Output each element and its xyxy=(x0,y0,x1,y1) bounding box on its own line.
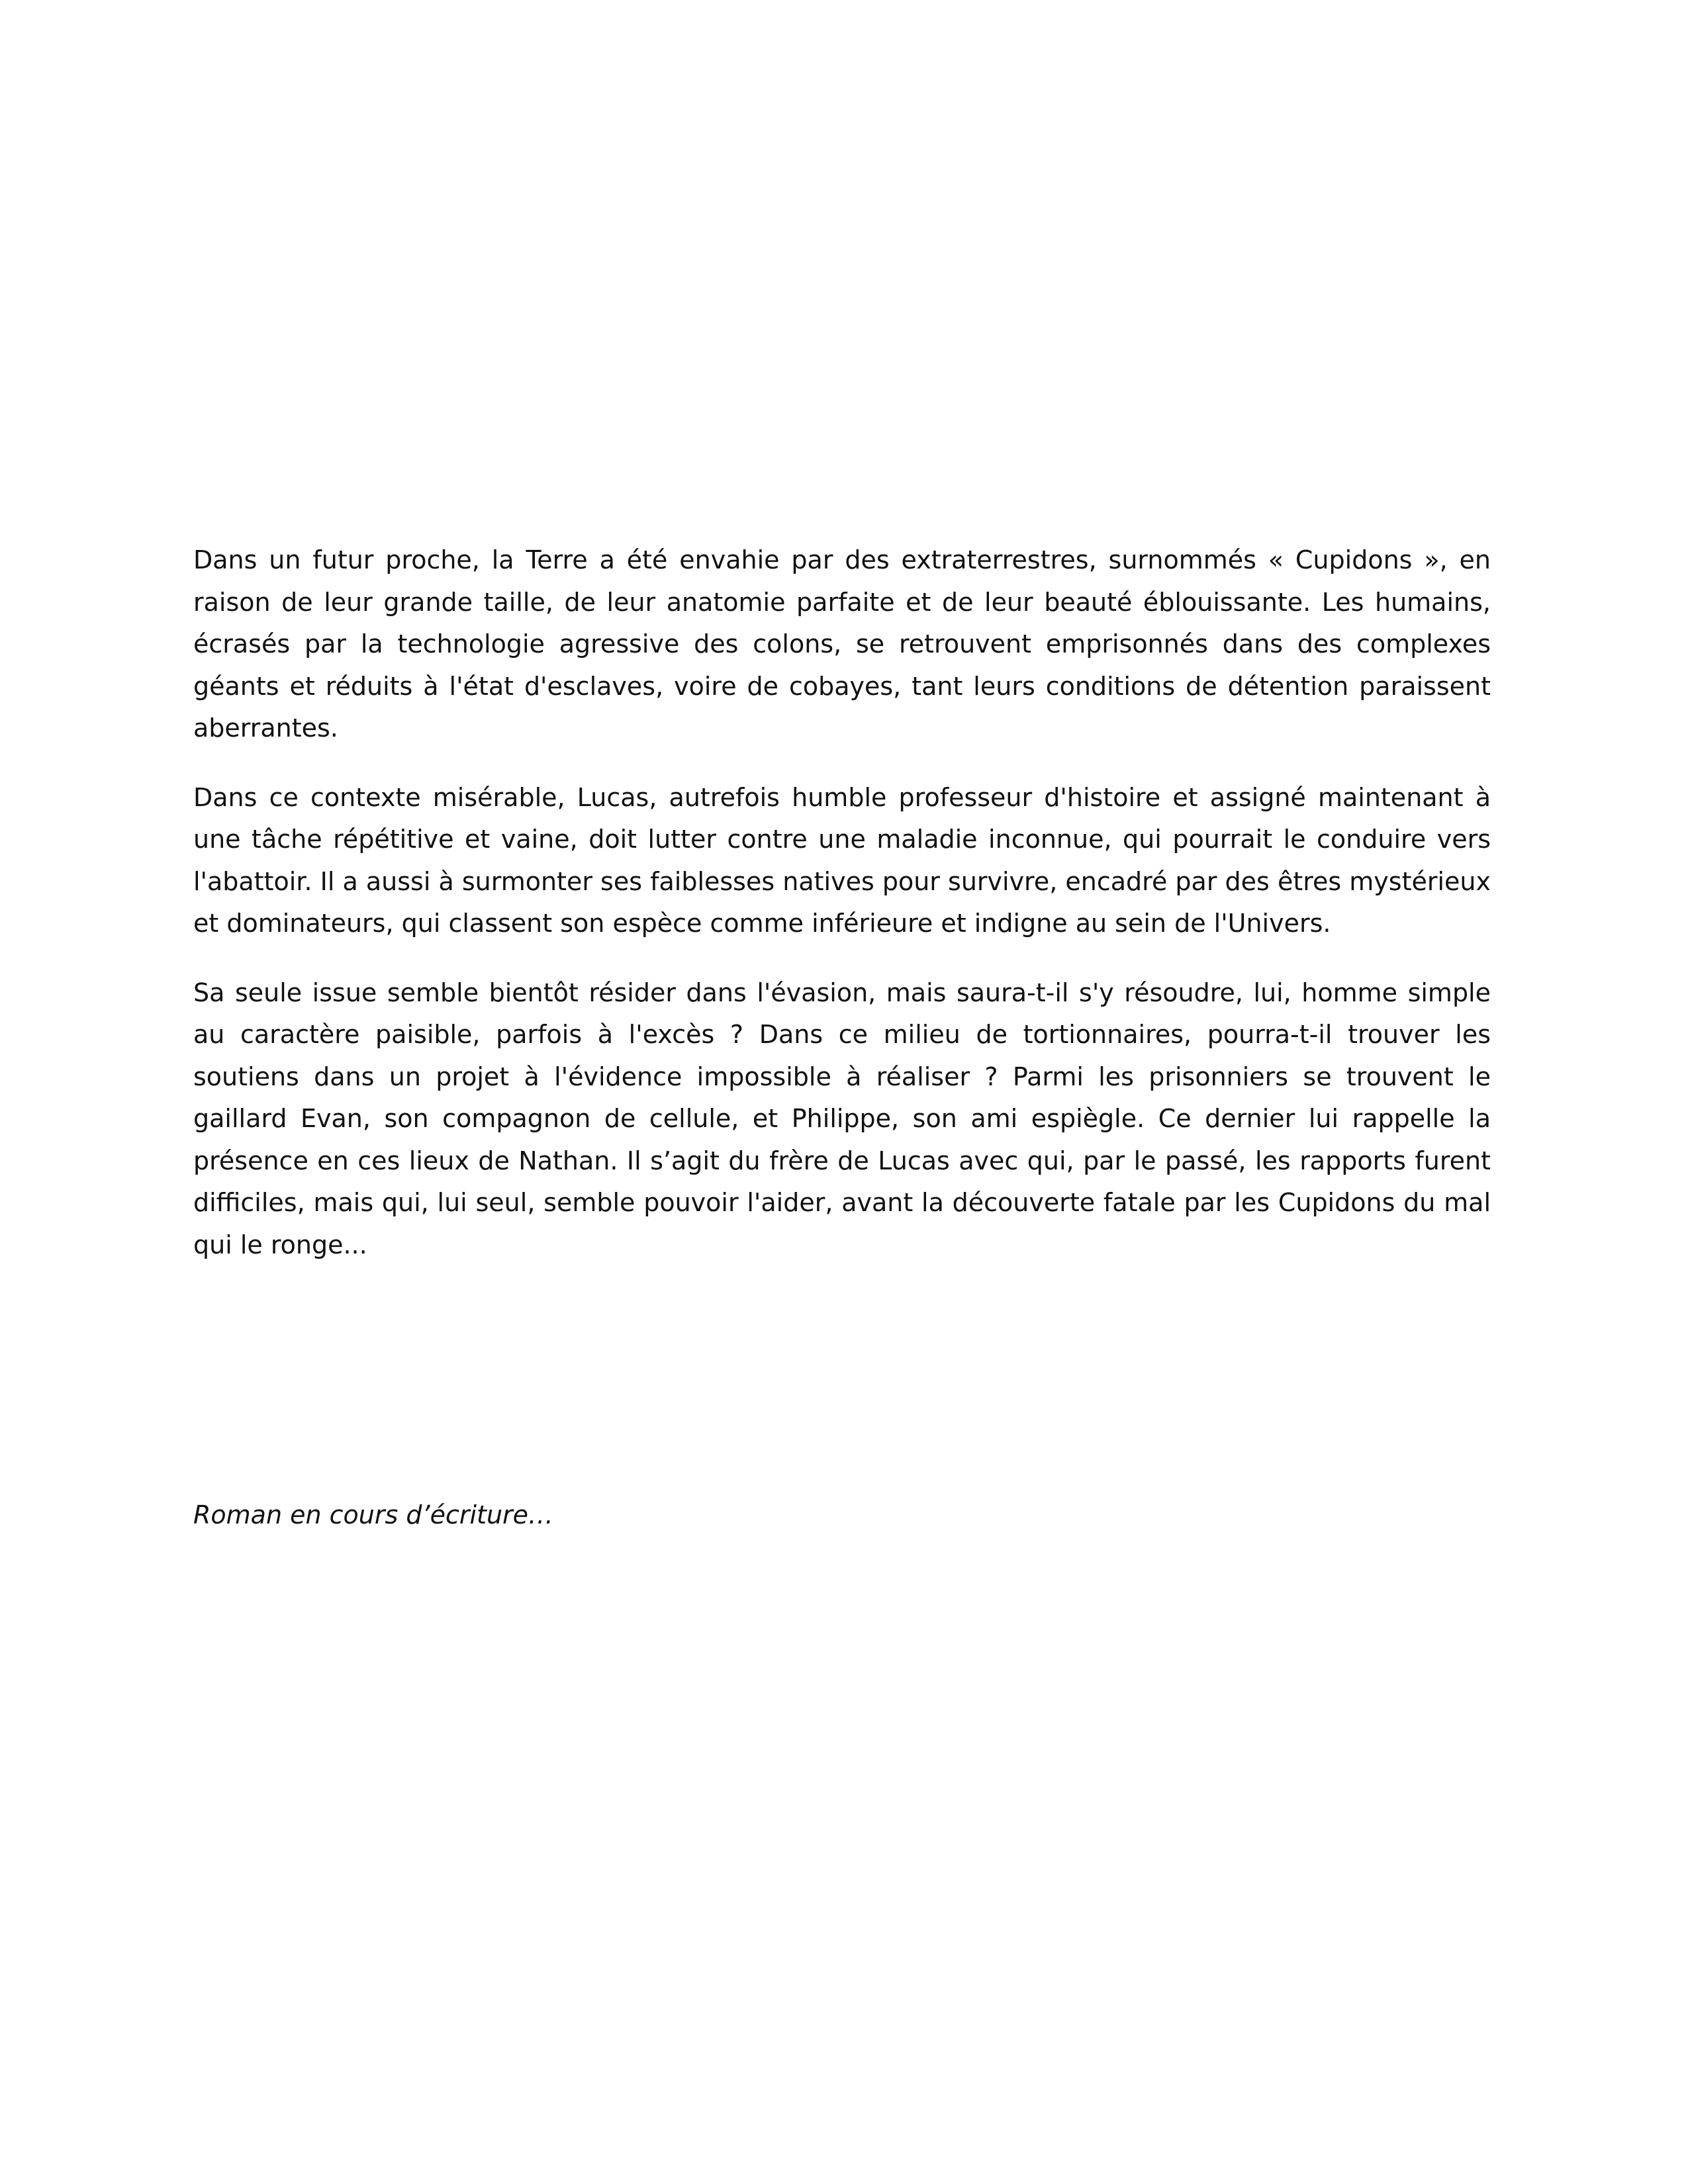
writing-status-note: Roman en cours d’écriture… xyxy=(193,1500,554,1529)
synopsis-text xyxy=(193,539,1491,1293)
synopsis-paragraph-3: Sa seule issue semble bientôt résider dans l'évasion, mais saura-t-il s'y résoudre, lui, homme simple au caractère paisible, parfois à l'excès ? Dans ce milieu de tortionnaires, pourra-t-il trouver les soutiens dans un projet à l'évidence impossible à réaliser ? Parmi les prisonniers se trouvent le gaillard Evan, son compagnon de cellule, et Philippe, son ami espiègle. Ce dernier lui rappelle la présence en ces lieux de Nathan. Il s’agit du frère de Lucas avec qui, par le passé, les rapports furent difficiles, mais qui, lui seul, semble pouvoir l'aider, avant la découverte fatale par les Cupidons du mal qui le ronge... xyxy=(193,978,1491,1259)
synopsis-paragraph-2: Dans ce contexte misérable, Lucas, autrefois humble professeur d'histoire et assigné maintenant à une tâche répétitive et vaine, doit lutter contre une maladie inconnue, qui pourrait le conduire vers l'abattoir. Il a aussi à surmonter ses faiblesses natives pour survivre, encadré par des êtres mystérieux et dominateurs, qui classent son espèce comme inférieure et indigne au sein de l'Univers. xyxy=(193,782,1491,938)
synopsis-paragraph-1: Dans un futur proche, la Terre a été envahie par des extraterrestres, surnommés « Cupidons », en raison de leur grande taille, de leur anatomie parfaite et de leur beauté éblouissante. Les humains, écrasés par la technologie agressive des colons, se retrouvent emprisonnés dans des complexes géants et réduits à l'état d'esclaves, voire de cobayes, tant leurs conditions de détention paraissent aberrantes. xyxy=(193,545,1491,743)
